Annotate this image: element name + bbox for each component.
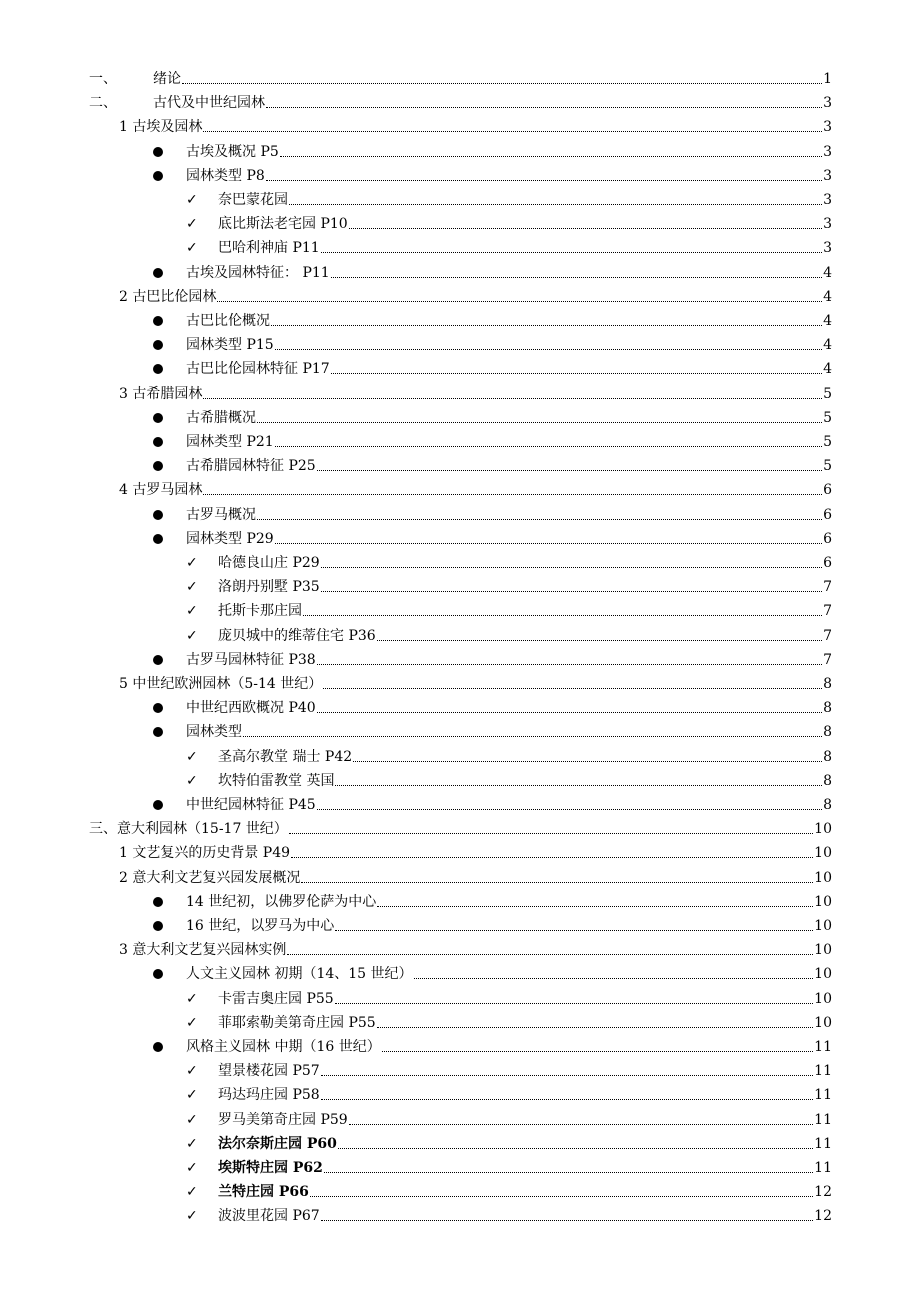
toc-page-number[interactable]: 3 <box>823 95 832 112</box>
toc-entry[interactable] <box>0 285 920 309</box>
toc-page-number[interactable]: 3 <box>823 216 832 233</box>
toc-entry[interactable] <box>0 648 920 672</box>
toc-entry-title[interactable]: 坎特伯雷教堂 英国 <box>218 772 335 789</box>
toc-page-number[interactable]: 10 <box>814 869 832 886</box>
toc-entry[interactable] <box>0 914 920 938</box>
toc-leader-line <box>119 478 832 500</box>
toc-entry-title[interactable]: 3 古希腊园林 <box>119 385 203 402</box>
toc-entry[interactable] <box>0 1035 920 1059</box>
toc-leader-line <box>186 793 832 815</box>
toc-entry-title[interactable]: 16 世纪，以罗马为中心 <box>186 918 335 934</box>
toc-entry[interactable] <box>0 333 920 357</box>
toc-leader-line <box>218 769 832 791</box>
toc-entry[interactable] <box>0 1083 920 1107</box>
toc-leader-line <box>218 1083 832 1105</box>
dot-leader <box>317 698 822 718</box>
toc-leader-line <box>186 527 832 549</box>
checkmark-icon: ✓ <box>186 772 198 789</box>
toc-page-number[interactable]: 10 <box>814 942 832 959</box>
toc-page-number[interactable]: 3 <box>823 240 832 257</box>
toc-entry[interactable] <box>0 769 920 793</box>
toc-leader-line <box>186 261 832 283</box>
toc-entry[interactable] <box>0 430 920 454</box>
toc-entry-title[interactable]: 1 文艺复兴的历史背景 P49 <box>119 845 291 862</box>
toc-leader-line <box>186 696 832 718</box>
toc-entry-title[interactable]: 法尔奈斯庄园 P60 <box>218 1135 337 1152</box>
toc-entry[interactable] <box>0 720 920 744</box>
toc-entry-title[interactable]: 园林类型 P15 <box>186 337 274 354</box>
toc-page-number[interactable]: 6 <box>823 530 832 547</box>
toc-leader-line <box>153 67 832 89</box>
toc-page-number[interactable]: 4 <box>823 288 832 305</box>
toc-page-number[interactable]: 5 <box>823 434 832 450</box>
toc-page-number[interactable]: 3 <box>823 192 832 208</box>
toc-entry-title[interactable]: 3 意大利文艺复兴园林实例 <box>119 942 287 959</box>
toc-page-number[interactable]: 3 <box>823 167 832 184</box>
toc-leader-line <box>186 503 832 525</box>
bullet-icon <box>153 503 163 525</box>
toc-page-number[interactable]: 11 <box>814 1111 832 1128</box>
toc-page-number[interactable]: 10 <box>814 1014 832 1031</box>
toc-leader-line <box>218 1108 832 1130</box>
dot-leader <box>321 577 822 597</box>
checkmark-icon: ✓ <box>186 603 198 620</box>
dot-leader <box>266 93 822 113</box>
toc-entry[interactable] <box>0 478 920 502</box>
toc-leader-line <box>186 720 832 742</box>
toc-leader-line <box>218 987 832 1009</box>
toc-entry-title[interactable]: 罗马美第奇庄园 P59 <box>218 1111 348 1128</box>
toc-entry-title[interactable]: 古罗马园林特征 P38 <box>186 651 316 668</box>
toc-entry-title[interactable]: 巴哈利神庙 P11 <box>218 240 320 257</box>
bullet-icon <box>153 527 163 549</box>
toc-entry-title[interactable]: 2 意大利文艺复兴园发展概况 <box>119 869 301 886</box>
checkmark-icon: ✓ <box>186 555 198 571</box>
toc-leader-line <box>119 382 832 404</box>
checkmark-icon: ✓ <box>186 1208 198 1225</box>
toc-entry[interactable] <box>0 212 920 236</box>
toc-entry-title[interactable]: 人文主义园林 初期（14、15 世纪） <box>186 966 413 983</box>
toc-entry-title[interactable]: 庞贝城中的维蒂住宅 P36 <box>218 627 376 644</box>
dot-leader <box>377 1013 813 1033</box>
toc-leader-line <box>186 406 832 428</box>
toc-entry[interactable] <box>0 357 920 381</box>
dot-leader <box>289 819 813 839</box>
toc-page-number[interactable]: 4 <box>823 361 832 378</box>
toc-entry-title[interactable]: 底比斯法老宅园 P10 <box>218 216 348 233</box>
bullet-icon <box>153 309 163 331</box>
toc-leader-line <box>186 962 832 984</box>
bullet-icon <box>153 164 163 186</box>
bullet-icon <box>153 890 163 912</box>
toc-entry[interactable] <box>0 1132 920 1156</box>
toc-entry[interactable] <box>0 696 920 720</box>
dot-leader <box>287 940 813 960</box>
toc-entry-title[interactable]: 圣高尔教堂 瑞士 P42 <box>218 748 353 765</box>
dot-leader <box>331 359 822 379</box>
dot-leader <box>182 69 822 89</box>
toc-page-number[interactable]: 8 <box>823 700 832 717</box>
dot-leader <box>271 311 822 331</box>
toc-page-number[interactable]: 10 <box>814 821 832 838</box>
dot-leader <box>324 1158 813 1178</box>
dot-leader <box>321 238 822 258</box>
dot-leader <box>257 505 822 525</box>
toc-leader-line <box>186 333 832 355</box>
toc-leader-line <box>119 841 832 863</box>
dot-leader <box>377 626 822 646</box>
toc-entry-title[interactable]: 古希腊概况 <box>186 409 256 426</box>
toc-entry[interactable] <box>0 987 920 1011</box>
toc-leader-line <box>218 599 832 621</box>
dot-leader <box>303 601 822 621</box>
toc-entry[interactable] <box>0 67 920 91</box>
toc-entry-title[interactable]: 望景楼花园 P57 <box>218 1063 320 1080</box>
toc-entry[interactable] <box>0 454 920 478</box>
toc-leader-line <box>218 1011 832 1033</box>
toc-leader-line <box>186 914 832 936</box>
dot-leader <box>321 1061 813 1081</box>
dot-leader <box>377 892 813 912</box>
toc-leader-line <box>218 551 832 573</box>
bullet-icon <box>153 333 163 355</box>
toc-entry-title[interactable]: 古埃及概况 P5 <box>186 143 279 160</box>
checkmark-icon: ✓ <box>186 1160 198 1176</box>
toc-page-number[interactable]: 7 <box>823 627 832 644</box>
toc-entry-title[interactable]: 园林类型 P29 <box>186 530 274 547</box>
checkmark-icon: ✓ <box>186 990 198 1007</box>
checkmark-icon: ✓ <box>186 1014 198 1031</box>
toc-page-number[interactable]: 6 <box>823 555 832 571</box>
toc-page-number[interactable]: 7 <box>823 603 832 620</box>
toc-entry-title[interactable]: 埃斯特庄园 P62 <box>218 1160 323 1176</box>
toc-leader-line <box>218 188 832 210</box>
toc-entry[interactable] <box>0 188 920 212</box>
toc-leader-line <box>218 236 832 258</box>
checkmark-icon: ✓ <box>186 748 198 765</box>
toc-entry[interactable] <box>0 841 920 865</box>
toc-entry[interactable] <box>0 91 920 115</box>
toc-entry[interactable] <box>0 382 920 406</box>
dot-leader <box>266 166 822 186</box>
toc-entry[interactable] <box>0 938 920 962</box>
toc-leader-line <box>218 575 832 597</box>
dot-leader <box>335 771 822 791</box>
dot-leader <box>203 117 822 137</box>
toc-entry-title[interactable]: 三、意大利园林（15-17 世纪） <box>89 821 288 838</box>
toc-entry-title[interactable]: 园林类型 P21 <box>186 434 274 450</box>
dot-leader <box>275 335 822 355</box>
toc-page-number[interactable]: 1 <box>823 71 832 87</box>
toc-page-number[interactable]: 10 <box>814 990 832 1007</box>
dot-leader <box>331 263 822 283</box>
toc-page-number[interactable]: 8 <box>823 748 832 765</box>
bullet-icon <box>153 1035 163 1057</box>
bullet-icon <box>153 914 163 936</box>
toc-entry[interactable] <box>0 866 920 890</box>
toc-entry[interactable] <box>0 890 920 914</box>
toc-entry-title[interactable]: 卡雷吉奥庄园 P55 <box>218 990 334 1007</box>
toc-section-number: 二、 <box>89 95 117 112</box>
checkmark-icon: ✓ <box>186 240 198 257</box>
checkmark-icon: ✓ <box>186 1087 198 1104</box>
dot-leader <box>317 650 822 670</box>
toc-entry-title[interactable]: 哈德良山庄 P29 <box>218 555 320 571</box>
bullet-icon <box>153 648 163 670</box>
dot-leader <box>317 795 822 815</box>
toc-leader-line <box>186 648 832 670</box>
toc-entry[interactable] <box>0 962 920 986</box>
toc-entry-title[interactable]: 14 世纪初，以佛罗伦萨为中心 <box>186 893 377 910</box>
checkmark-icon: ✓ <box>186 1184 198 1201</box>
dot-leader <box>280 142 822 162</box>
toc-entry[interactable] <box>0 599 920 623</box>
toc-page-number[interactable]: 10 <box>814 893 832 910</box>
toc-entry-title[interactable]: 风格主义园林 中期（16 世纪） <box>186 1039 381 1055</box>
bullet-icon <box>153 406 163 428</box>
toc-page-number[interactable]: 8 <box>823 797 832 813</box>
toc-page-number[interactable]: 11 <box>814 1135 832 1152</box>
toc-page-number[interactable]: 8 <box>823 772 832 789</box>
toc-page-number[interactable]: 3 <box>823 119 832 136</box>
toc-entry-title[interactable]: 古埃及园林特征： P11 <box>186 264 330 281</box>
toc-leader-line <box>218 1059 832 1081</box>
toc-entry[interactable] <box>0 793 920 817</box>
toc-entry-title[interactable]: 中世纪园林特征 P45 <box>186 797 316 813</box>
toc-leader-line <box>186 1035 832 1057</box>
bullet-icon <box>153 430 163 452</box>
toc-leader-line <box>119 285 832 307</box>
dot-leader <box>349 1110 813 1130</box>
dot-leader <box>321 1085 813 1105</box>
bullet-icon <box>153 357 163 379</box>
checkmark-icon: ✓ <box>186 1135 198 1152</box>
toc-entry[interactable] <box>0 236 920 260</box>
toc-leader-line <box>119 115 832 137</box>
bullet-icon <box>153 696 163 718</box>
toc-entry-title[interactable]: 托斯卡那庄园 <box>218 603 302 620</box>
toc-entry-title[interactable]: 中世纪西欧概况 P40 <box>186 700 316 717</box>
bullet-icon <box>153 720 163 742</box>
toc-page-number[interactable]: 6 <box>823 482 832 499</box>
toc-leader-line <box>186 140 832 162</box>
checkmark-icon: ✓ <box>186 216 198 233</box>
toc-page-number[interactable]: 11 <box>814 1160 832 1176</box>
toc-entry[interactable] <box>0 551 920 575</box>
bullet-icon <box>153 261 163 283</box>
dot-leader <box>289 190 822 210</box>
dot-leader <box>335 989 813 1009</box>
toc-entry[interactable] <box>0 140 920 164</box>
toc-leader-line <box>218 624 832 646</box>
dot-leader <box>243 722 822 742</box>
toc-page-number[interactable]: 10 <box>814 918 832 934</box>
dot-leader <box>338 1134 813 1154</box>
checkmark-icon: ✓ <box>186 192 198 208</box>
toc-entry[interactable] <box>0 1011 920 1035</box>
toc-entry[interactable] <box>0 1180 920 1204</box>
toc-page-number[interactable]: 12 <box>814 1208 832 1225</box>
checkmark-icon: ✓ <box>186 627 198 644</box>
toc-leader-line <box>218 745 832 767</box>
toc-entry[interactable] <box>0 745 920 769</box>
dot-leader <box>217 287 822 307</box>
dot-leader <box>275 529 822 549</box>
bullet-icon <box>153 793 163 815</box>
dot-leader <box>291 843 813 863</box>
dot-leader <box>323 674 822 694</box>
toc-entry[interactable] <box>0 164 920 188</box>
toc-leader-line <box>186 890 832 912</box>
toc-leader-line <box>89 817 832 839</box>
toc-page-number[interactable]: 11 <box>814 1063 832 1080</box>
toc-leader-line <box>218 1156 832 1178</box>
toc-entry[interactable] <box>0 624 920 648</box>
toc-entry[interactable] <box>0 1108 920 1132</box>
checkmark-icon: ✓ <box>186 579 198 596</box>
toc-leader-line <box>218 1132 832 1154</box>
toc-entry-title[interactable]: 菲耶索勒美第奇庄园 P55 <box>218 1014 376 1031</box>
toc-leader-line <box>186 454 832 476</box>
toc-page-number[interactable]: 5 <box>823 385 832 402</box>
toc-page-number[interactable]: 10 <box>814 966 832 983</box>
toc-entry[interactable] <box>0 503 920 527</box>
toc-entry[interactable] <box>0 527 920 551</box>
bullet-icon <box>153 962 163 984</box>
toc-entry[interactable] <box>0 406 920 430</box>
toc-entry-title[interactable]: 5 中世纪欧洲园林（5-14 世纪） <box>119 676 323 692</box>
bullet-icon <box>153 454 163 476</box>
dot-leader <box>414 964 814 984</box>
dot-leader <box>321 553 822 573</box>
toc-page-number[interactable]: 3 <box>823 143 832 160</box>
toc-entry-title[interactable]: 园林类型 P8 <box>186 167 265 184</box>
bullet-icon <box>153 140 163 162</box>
dot-leader <box>349 214 822 234</box>
checkmark-icon: ✓ <box>186 1063 198 1080</box>
dot-leader <box>335 916 813 936</box>
toc-entry[interactable] <box>0 261 920 285</box>
dot-leader <box>203 384 822 404</box>
toc-entry[interactable] <box>0 309 920 333</box>
toc-page-number[interactable]: 4 <box>823 264 832 281</box>
dot-leader <box>310 1182 813 1202</box>
toc-leader-line <box>153 91 832 113</box>
toc-page-number[interactable]: 6 <box>823 506 832 523</box>
toc-leader-line <box>119 938 832 960</box>
toc-page-number[interactable]: 7 <box>823 579 832 596</box>
toc-page-number[interactable]: 8 <box>823 724 832 741</box>
toc-entry-title[interactable]: 奈巴蒙花园 <box>218 192 288 208</box>
dot-leader <box>317 456 822 476</box>
toc-entry-title[interactable]: 波波里花园 P67 <box>218 1208 320 1225</box>
toc-leader-line <box>218 1180 832 1202</box>
dot-leader <box>382 1037 813 1057</box>
toc-entry[interactable] <box>0 1059 920 1083</box>
dot-leader <box>203 480 822 500</box>
toc-entry-title[interactable]: 4 古罗马园林 <box>119 482 203 499</box>
toc-leader-line <box>119 866 832 888</box>
toc-entry[interactable] <box>0 817 920 841</box>
toc-entry[interactable] <box>0 575 920 599</box>
toc-leader-line <box>119 672 832 694</box>
toc-entry[interactable] <box>0 1204 920 1228</box>
toc-entry-title[interactable]: 绪论 <box>153 71 181 87</box>
dot-leader <box>321 1206 813 1226</box>
toc-page-number[interactable]: 5 <box>823 409 832 426</box>
toc-page-number[interactable]: 10 <box>814 845 832 862</box>
toc-leader-line <box>218 1204 832 1226</box>
checkmark-icon: ✓ <box>186 1111 198 1128</box>
toc-entry-title[interactable]: 2 古巴比伦园林 <box>119 288 217 305</box>
dot-leader <box>301 868 813 888</box>
toc-entry-title[interactable]: 园林类型 <box>186 724 242 741</box>
toc-leader-line <box>186 309 832 331</box>
toc-page-number[interactable]: 4 <box>823 337 832 354</box>
toc-section-number: 一、 <box>89 71 117 87</box>
toc-page-number[interactable]: 5 <box>823 458 832 475</box>
toc-entry-title[interactable]: 洛朗丹别墅 P35 <box>218 579 320 596</box>
toc-entry-title[interactable]: 古罗马概况 <box>186 506 256 523</box>
dot-leader <box>353 747 822 767</box>
toc-page-number[interactable]: 12 <box>814 1184 832 1201</box>
toc-page-number[interactable]: 8 <box>823 676 832 692</box>
toc-entry-title[interactable]: 古巴比伦概况 <box>186 313 270 329</box>
toc-leader-line <box>218 212 832 234</box>
toc-entry-title[interactable]: 古代及中世纪园林 <box>153 95 265 112</box>
dot-leader <box>257 408 822 428</box>
toc-leader-line <box>186 430 832 452</box>
toc-entry[interactable] <box>0 115 920 139</box>
toc-entry-title[interactable]: 兰特庄园 P66 <box>218 1184 309 1201</box>
toc-leader-line <box>186 357 832 379</box>
toc-entry[interactable] <box>0 1156 920 1180</box>
toc-entry-title[interactable]: 古希腊园林特征 P25 <box>186 458 316 475</box>
toc-page-number[interactable]: 4 <box>823 313 832 329</box>
toc-entry-title[interactable]: 1 古埃及园林 <box>119 119 203 136</box>
toc-page-number[interactable]: 7 <box>823 651 832 668</box>
dot-leader <box>275 432 822 452</box>
toc-entry[interactable] <box>0 672 920 696</box>
toc-page-number[interactable]: 11 <box>814 1087 832 1104</box>
toc-leader-line <box>186 164 832 186</box>
toc-page-number[interactable]: 11 <box>814 1039 832 1055</box>
toc-entry-title[interactable]: 玛达玛庄园 P58 <box>218 1087 320 1104</box>
toc-entry-title[interactable]: 古巴比伦园林特征 P17 <box>186 361 330 378</box>
